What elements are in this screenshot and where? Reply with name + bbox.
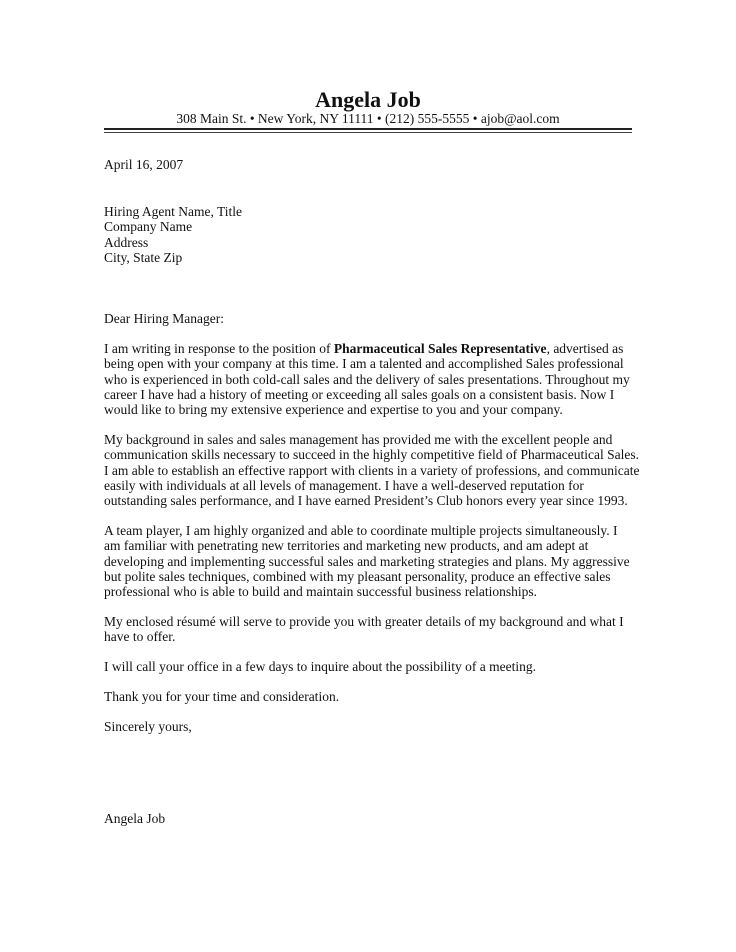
paragraph-line: but polite sales techniques, combined with my pleasant personality, produce an effective sales	[104, 568, 611, 584]
paragraph-line: easily with individuals at all levels of management. I have a well-deserved reputation for	[104, 477, 584, 493]
header-rule-thin	[104, 132, 632, 133]
recipient-line: City, State Zip	[104, 249, 183, 265]
paragraph-line: I will call your office in a few days to inquire about the possibility of a meeting.	[104, 659, 537, 674]
header-rule-thick	[104, 128, 632, 130]
paragraph-line	[104, 341, 636, 356]
letter-date	[104, 157, 636, 172]
paragraph-intro	[104, 341, 636, 417]
paragraph-line: career I have had a history of meeting or exceeding all sales goals on a consistent basis. Now I	[104, 386, 615, 402]
paragraph-background	[104, 432, 640, 509]
date-text: April 16, 2007	[104, 157, 184, 172]
signature-block	[104, 811, 636, 826]
paragraph-line: would like to bring my extensive experience and expertise to you and your company.	[104, 402, 563, 418]
closing	[104, 719, 636, 734]
paragraph-follow-up	[104, 659, 636, 674]
recipient-line: Hiring Agent Name, Title	[104, 204, 242, 219]
signature-name: Angela Job	[104, 811, 166, 826]
recipient-line: Address	[104, 234, 149, 250]
paragraph-line: being open with your company at this time. I am a talented and accomplished Sales professional	[104, 356, 624, 372]
paragraph-resume	[104, 614, 636, 645]
position-title: Pharmaceutical Sales Representative	[333, 341, 547, 356]
paragraph-team-player	[104, 523, 636, 599]
paragraph-line-start: I am writing in response to the position of	[104, 341, 334, 356]
paragraph-line: am familiar with penetrating new territories and marketing new products, and am adept at	[104, 538, 589, 554]
paragraph-line: have to offer.	[104, 629, 176, 645]
closing-text: Sincerely yours,	[104, 719, 192, 734]
paragraph-line: My enclosed résumé will serve to provide you with greater details of my background and what I	[104, 614, 624, 629]
paragraph-line-end: , advertised as	[546, 341, 624, 356]
paragraph-thanks	[104, 689, 636, 704]
paragraph-line: developing and implementing successful sales and marketing strategies and plans. My aggressive	[104, 553, 630, 569]
sender-contact-line: 308 Main St. • New York, NY 11111 • (212) 555-5555 • ajob@aol.com	[176, 111, 560, 126]
paragraph-line: My background in sales and sales management has provided me with the excellent people and	[104, 432, 613, 447]
salutation-text: Dear Hiring Manager:	[104, 311, 224, 326]
paragraph-line: outstanding sales performance, and I have earned President’s Club honors every year since 1993.	[104, 493, 628, 509]
paragraph-line: communication skills necessary to succeed in the highly competitive field of Pharmaceutical Sales.	[104, 447, 639, 463]
paragraph-line: A team player, I am highly organized and able to coordinate multiple projects simultaneously. I	[104, 523, 618, 538]
salutation	[104, 311, 636, 326]
recipient-line: Company Name	[104, 219, 193, 235]
paragraph-line: I am able to establish an effective rapport with clients in a variety of professions, and communicate	[104, 462, 640, 478]
recipient-address	[104, 204, 636, 265]
sender-name: Angela Job	[315, 87, 421, 112]
paragraph-line: who is experienced in both cold-call sales and the delivery of sales presentations. Throughout my	[104, 371, 630, 387]
paragraph-line: professional who is able to build and maintain successful business relationships.	[104, 584, 538, 600]
paragraph-line: Thank you for your time and consideration.	[104, 689, 340, 704]
